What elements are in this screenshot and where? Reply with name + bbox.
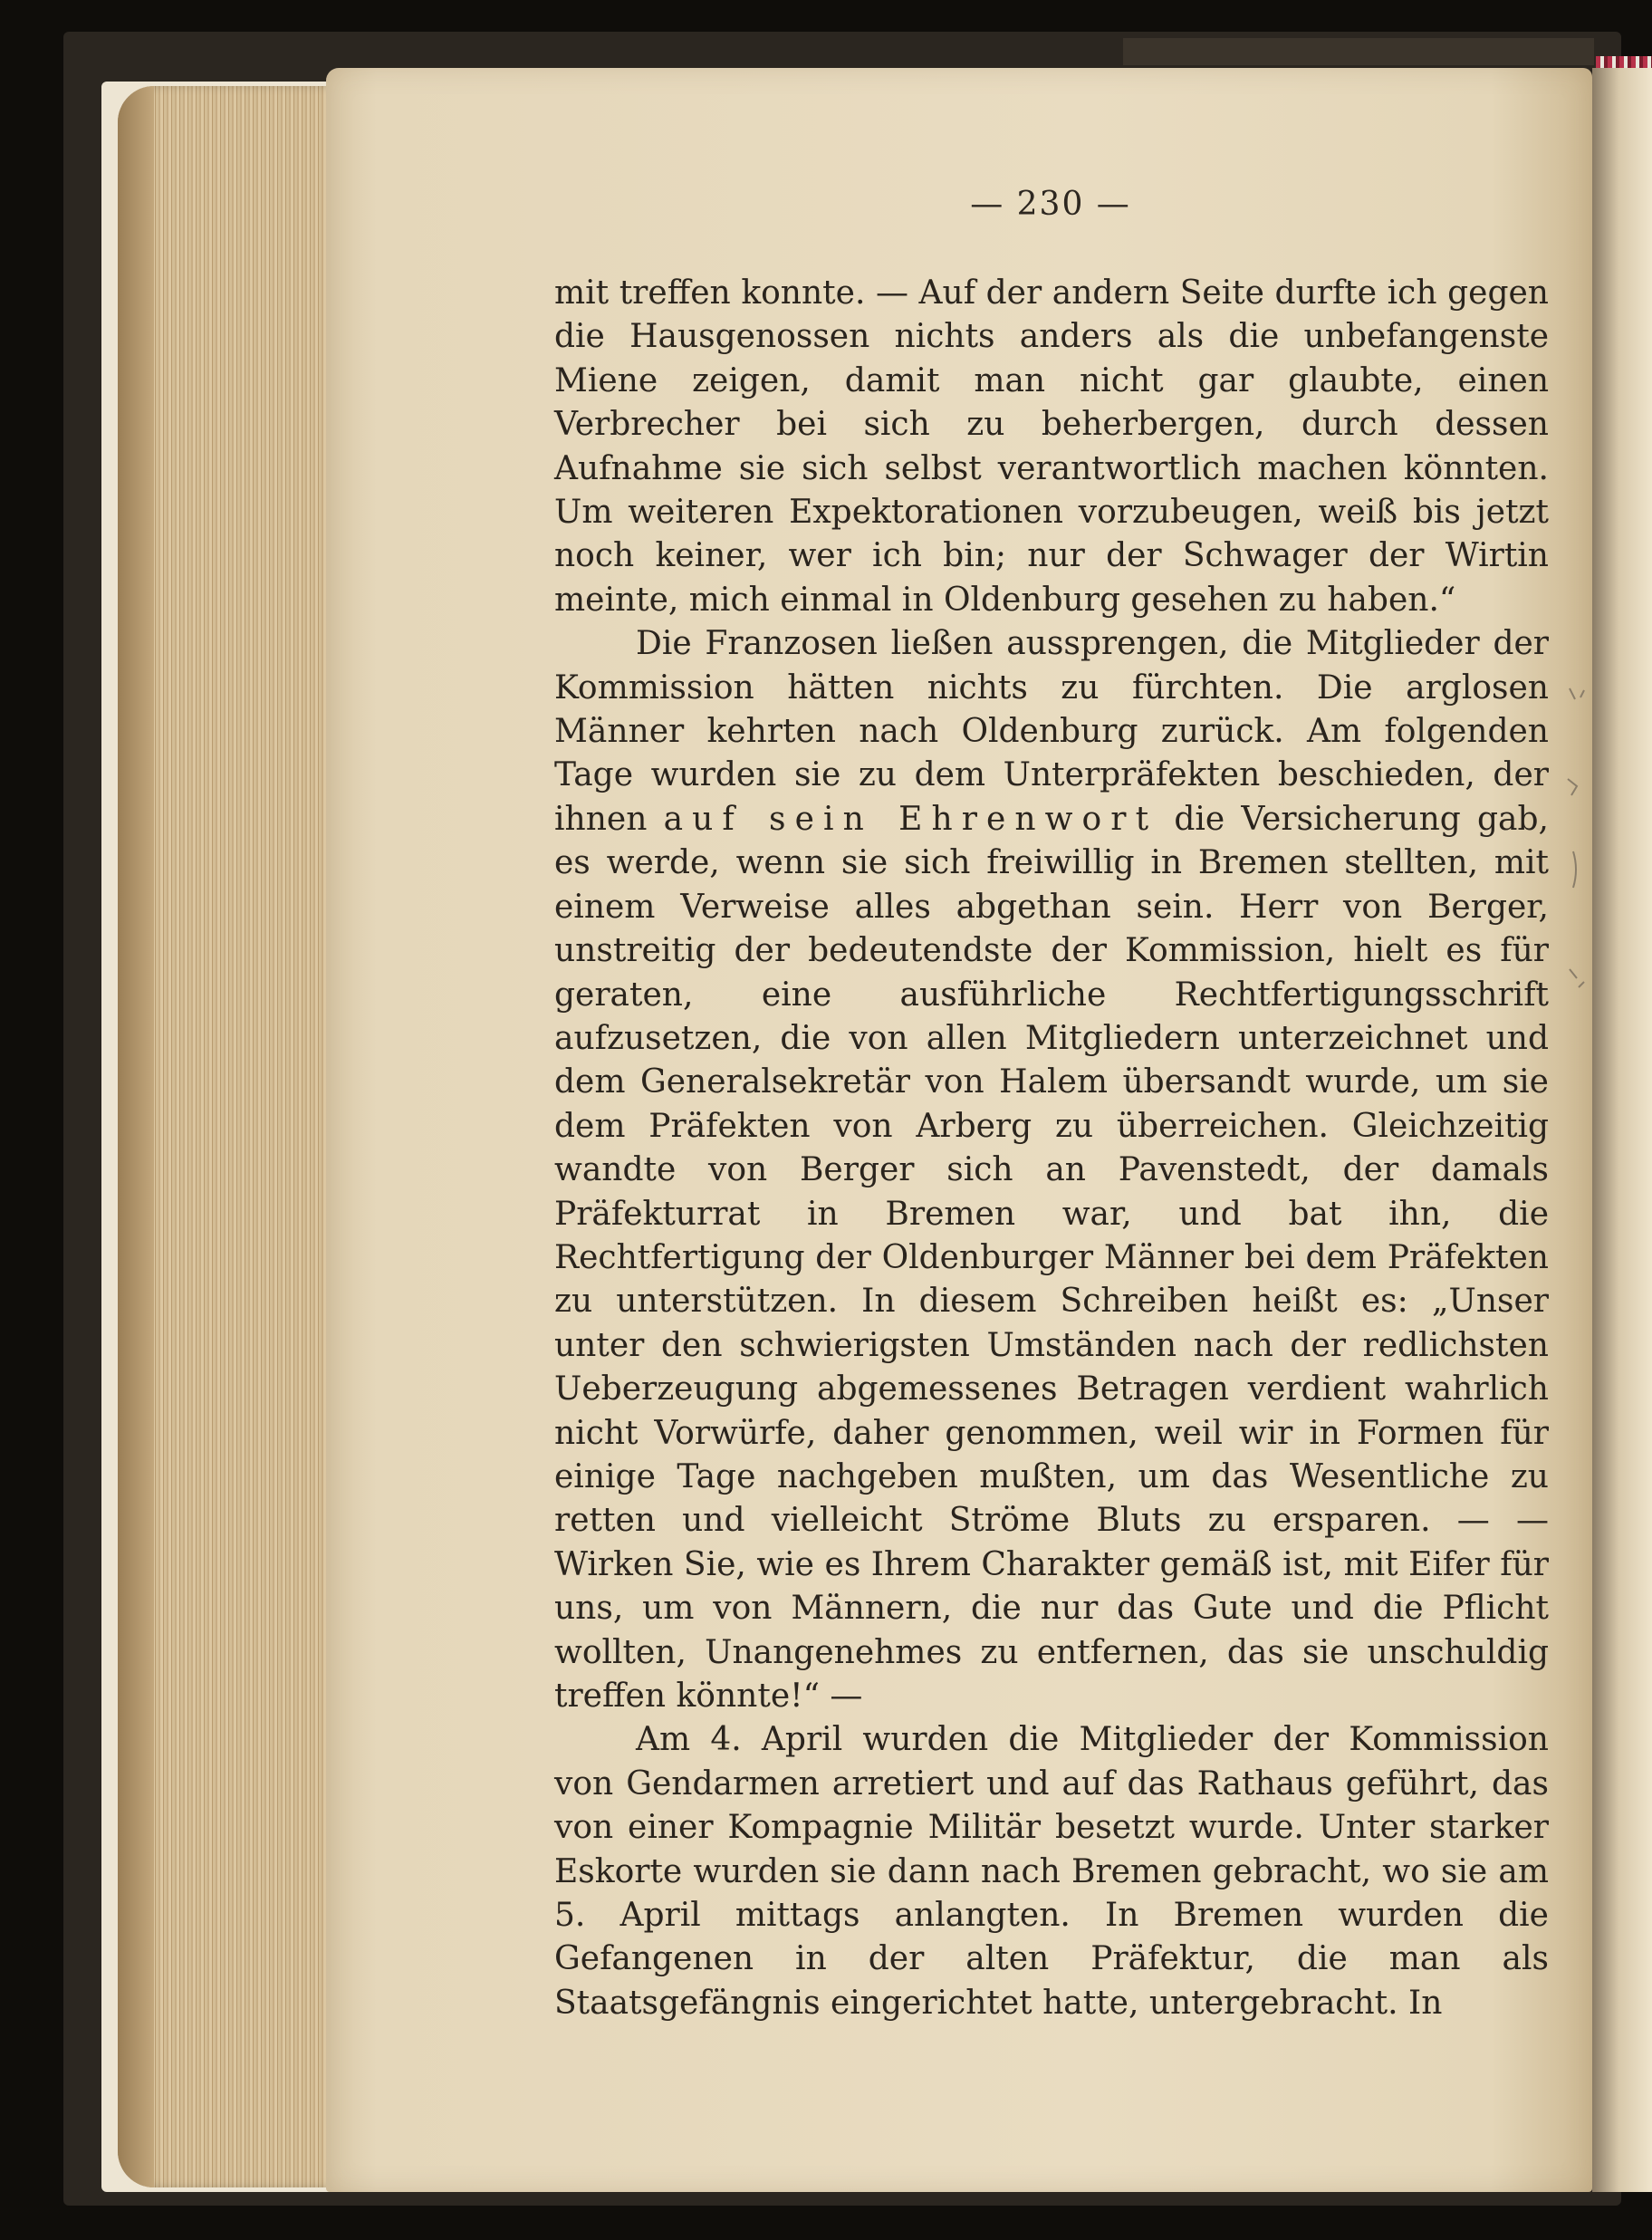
- pencil-mark-3: [1573, 851, 1576, 888]
- margin-pencil-marks: [1562, 670, 1599, 1051]
- pencil-mark-4: [1570, 969, 1584, 987]
- paragraph-1-text: mit treffen konnte. — Auf der andern Seite durfte ich gegen die Hausgenossen nichts anders als die unbefangenste Miene zeigen, damit man nicht gar glaubte, einen Verbrecher bei sich zu beherbergen, durch dessen Aufnahme sie sich selbst verantwortlich machen könnten. Um weiteren Expektorationen vorzubeugen, weiß bis jetzt noch keiner, wer ich bin; nur der Schwager der Wirtin meinte, mich einmal in Oldenburg gesehen zu haben.“: [554, 274, 1549, 619]
- pencil-mark-2: [1568, 779, 1577, 795]
- cover-spine-strip: [1123, 38, 1594, 65]
- paragraph-2-spaced-text: auf sein Ehrenwort: [663, 800, 1158, 838]
- body-text: [554, 272, 1549, 2025]
- paragraph-2: [554, 622, 1549, 1718]
- binding-gutter: [1592, 68, 1652, 2192]
- page-edges-shadow: [118, 86, 154, 2187]
- paragraph-1: [554, 272, 1549, 622]
- paragraph-3-text: Am 4. April wurden die Mitglieder der Kommission von Gendarmen arretiert und auf das Rathaus geführt, das von einer Kompagnie Militär besetzt wurde. Unter starker Eskorte wurden sie dann nach Bremen gebracht, wo sie am 5. April mittags anlangten. In Bremen wurden die Gefangenen in der alten Präfektur, die man als Staatsgefängnis eingerichtet hatte, untergebracht. In: [554, 1721, 1549, 2022]
- paragraph-2-text-b: die Versicherung gab, es werde, wenn sie sich freiwillig in Bremen stellten, mit einem Verweise alles abgethan sein. Herr von Berger, unstreitig der bedeutendste der Kommission, hielt es für geraten, eine ausführliche Rechtfertigungsschrift aufzusetzen, die von allen Mitgliedern unterzeichnet und dem Generalsekretär von Halem übersandt wurde, um sie dem Präfekten von Arberg zu überreichen. Gleichzeitig wandte von Berger sich an Pavenstedt, der damals Präfekturrat in Bremen war, und bat ihn, die Rechtfertigung der Oldenburger Männer bei dem Präfekten zu unterstützen. In diesem Schreiben heißt es: „Unser unter den schwierigsten Umständen nach der redlichsten Ueberzeugung abgemessenes Betragen verdient wahrlich nicht Vorwürfe, daher genommen, weil wir in Formen für einige Tage nachgeben mußten, um das Wesentliche zu retten und vielleicht Ströme Bluts zu ersparen. — — Wirken Sie, wie es Ihrem Charakter gemäß ist, mit Eifer für uns, um von Männern, die nur das Gute und die Pflicht wollten, Unangenehmes zu entfernen, das sie unschuldig treffen könnte!“ —: [554, 800, 1549, 1715]
- pencil-mark-1: [1570, 688, 1584, 699]
- page-number: — 230 —: [970, 186, 1131, 223]
- paragraph-2-text-a: Die Franzosen ließen aussprengen, die Mitglieder der Kommission hätten nichts zu fürchten. Die arglosen Männer kehrten nach Oldenburg zurück. Am folgenden Tage wurden sie zu dem Unterpräfekten beschieden, der ihnen: [554, 625, 1549, 838]
- paragraph-3: [554, 1718, 1549, 2025]
